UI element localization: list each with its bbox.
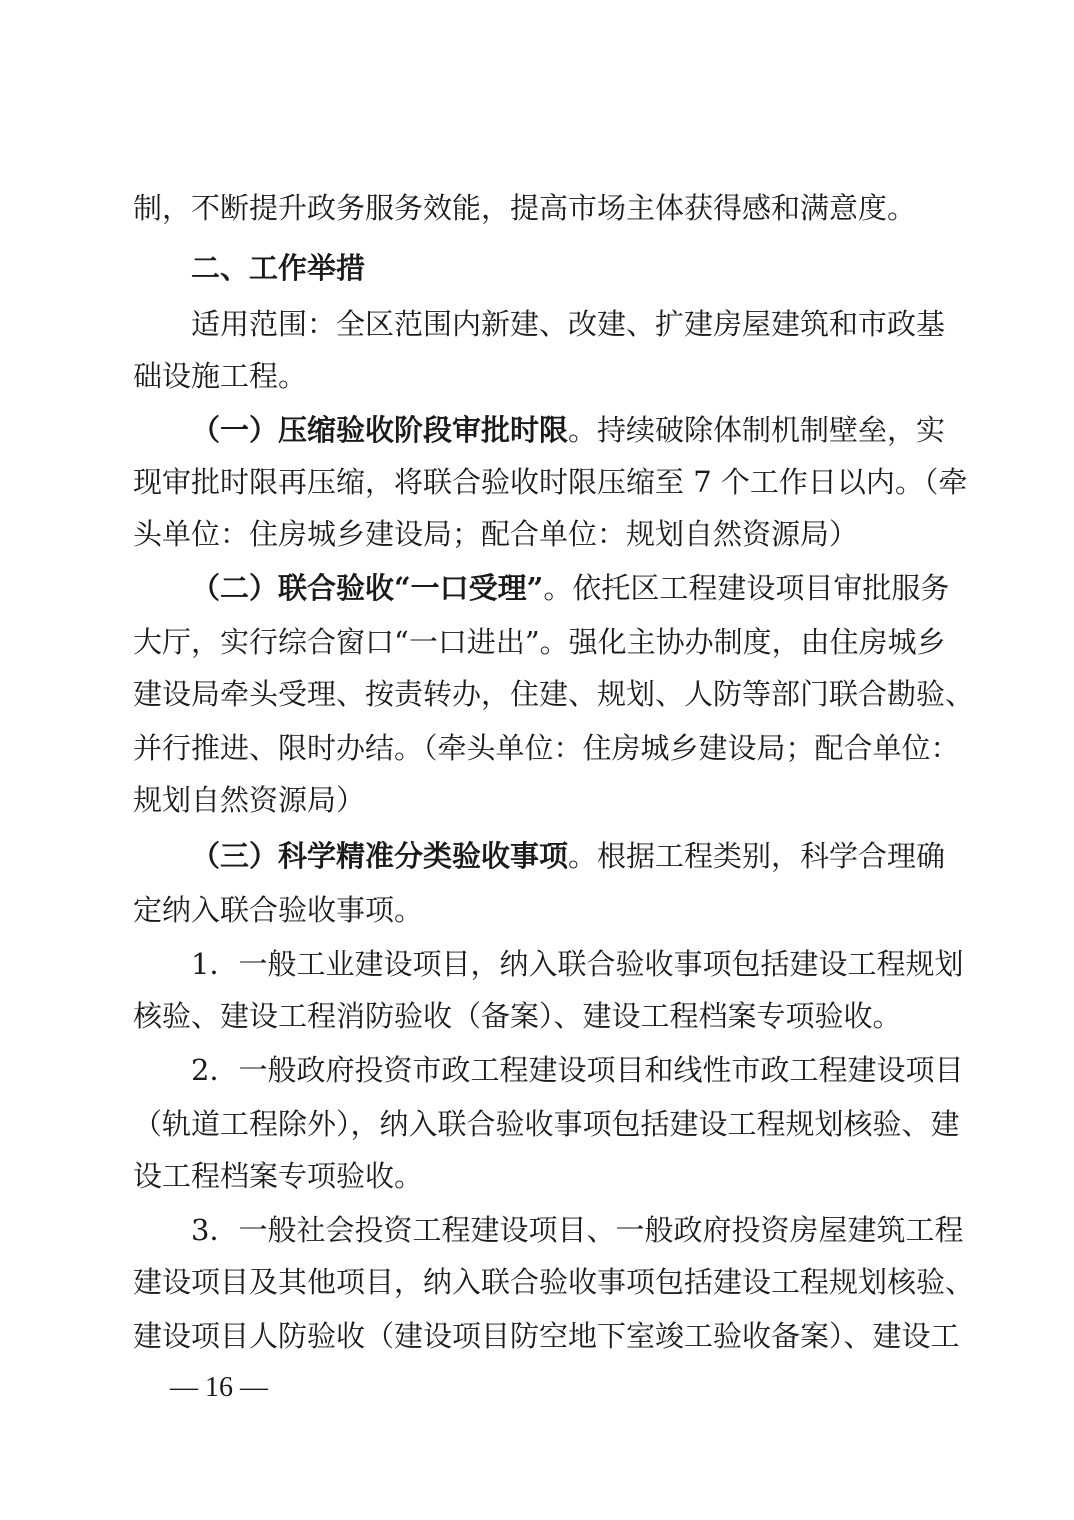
text-line: 建设局牵头受理、按责转办，住建、规划、人防等部门联合勘验、 — [133, 677, 975, 711]
subsection-title: （二）联合验收“一口受理” — [191, 571, 544, 605]
text-line: 头单位：住房城乡建设局；配合单位：规划自然资源局） — [133, 517, 859, 551]
text-line: 规划自然资源局） — [133, 783, 366, 817]
text-line: （轨道工程除外），纳入联合验收事项包括建设工程规划核验、建 — [133, 1107, 960, 1141]
text-line: 核验、建设工程消防验收（备案）、建设工程档案专项验收。 — [133, 999, 902, 1033]
text-line: 并行推进、限时办结。（牵头单位：住房城乡建设局；配合单位： — [133, 731, 960, 765]
text-line: 建设项目人防验收（建设项目防空地下室竣工验收备案）、建设工 — [133, 1319, 960, 1353]
subsection-title: （一）压缩验收阶段审批时限 — [191, 413, 569, 447]
subsection-title: （三）科学精准分类验收事项 — [191, 839, 569, 873]
text-line: 设工程档案专项验收。 — [133, 1159, 424, 1193]
text-segment: 。根据工程类别，科学合理确 — [568, 839, 946, 873]
text-segment: 。持续破除体制机制壁垒，实 — [568, 413, 946, 447]
text-line: 定纳入联合验收事项。 — [133, 893, 424, 927]
text-line: 大厅，实行综合窗口“一口进出”。强化主协办制度，由住房城乡 — [133, 625, 946, 659]
text-line: 建设项目及其他项目，纳入联合验收事项包括建设工程规划核验、 — [133, 1265, 975, 1299]
list-item: 3．一般社会投资工程建设项目、一般政府投资房屋建筑工程 — [191, 1213, 964, 1247]
text-line: 适用范围：全区范围内新建、改建、扩建房屋建筑和市政基 — [191, 307, 946, 341]
text-line — [191, 568, 950, 608]
section-heading: 二、工作举措 — [191, 251, 366, 285]
text-line: 制，不断提升政务服务效能，提高市场主体获得感和满意度。 — [133, 191, 917, 225]
list-item: 2．一般政府投资市政工程建设项目和线性市政工程建设项目 — [191, 1053, 964, 1087]
text-line — [191, 410, 946, 450]
text-segment: 。依托区工程建设项目审批服务 — [543, 571, 950, 605]
list-item: 1．一般工业建设项目，纳入联合验收事项包括建设工程规划 — [191, 947, 964, 981]
text-line — [191, 836, 946, 876]
text-line: 础设施工程。 — [133, 359, 308, 393]
text-line: 现审批时限再压缩，将联合验收时限压缩至 7 个工作日以内。（牵 — [133, 465, 968, 499]
page-number: — 16 — — [170, 1372, 268, 1403]
